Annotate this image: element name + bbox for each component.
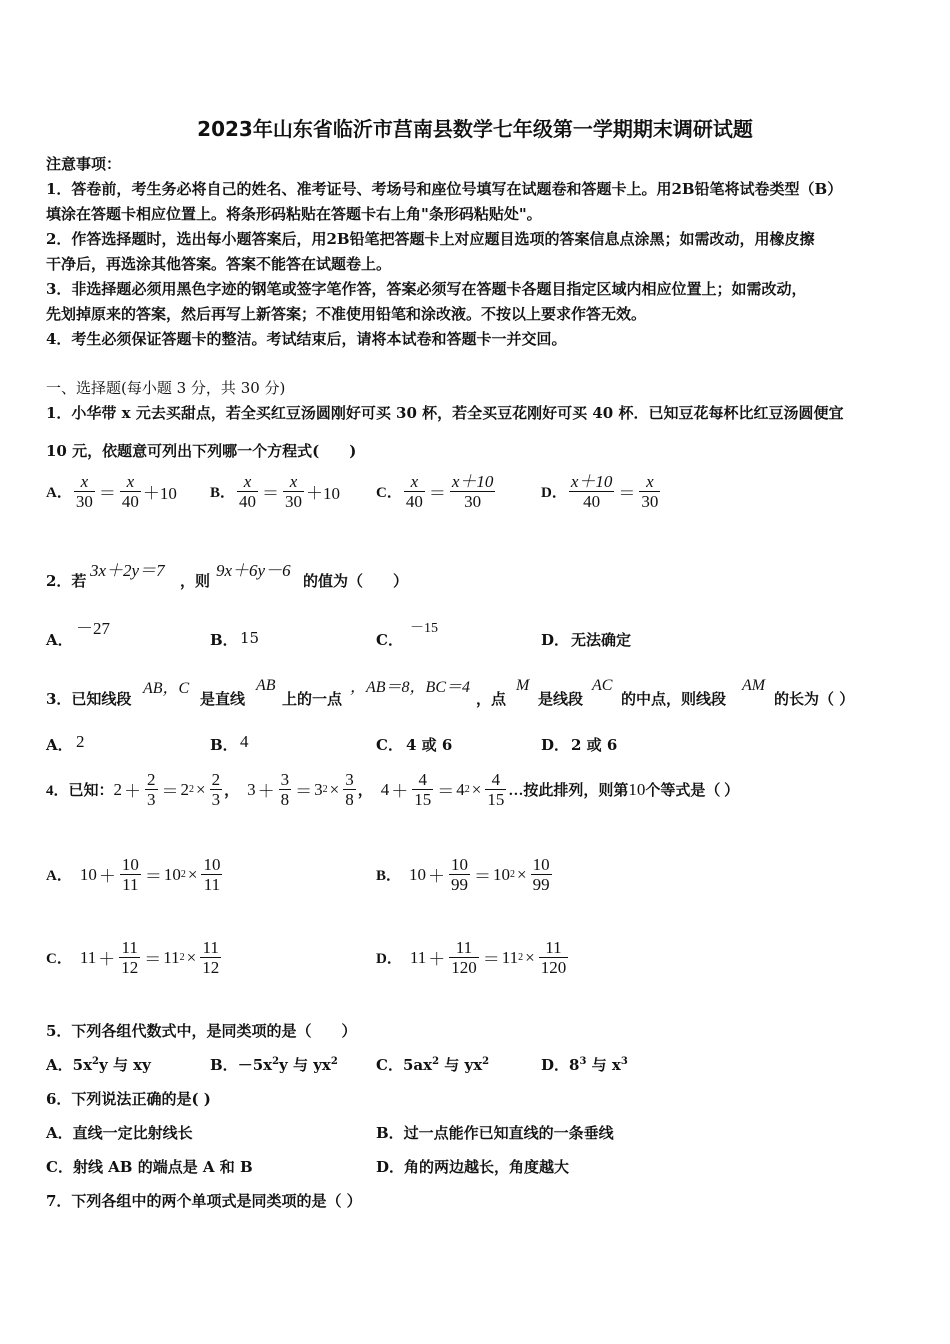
q2-mid: ，则 [180, 572, 211, 590]
notice-line: 1．答卷前，考生务必将自己的姓名、准考证号、考场号和座位号填写在试题卷和答题卡上。用2B铅笔将试卷类型（B） [46, 180, 843, 198]
fraction: $\frac{x}{30}$ [285, 472, 303, 511]
q2-option-c: －15 [410, 621, 438, 636]
q5-stem: 5．下列各组代数式中，是同类项的是（ ） [46, 1022, 357, 1040]
fraction: $\frac{x}{30}$ [75, 472, 93, 511]
fraction: $\frac{10}{11}$ [121, 855, 139, 894]
q1-option-b: B． $\frac{x}{40}$ ＝ $\frac{x}{30}$ ＋10 [210, 472, 341, 511]
q3-text: 是直线 [200, 690, 246, 708]
notice-line: 2．作答选择题时，选出每小题答案后，用2B铅笔把答题卡上对应题目选项的答案信息点涂黑；如需改动，用橡皮擦 [46, 230, 815, 248]
q3-math: AB，C [143, 680, 190, 697]
q3-text: 的长为（ ） [774, 690, 855, 708]
q6-stem: 6．下列说法正确的是( ) [46, 1090, 211, 1108]
option-label: D． [376, 951, 402, 967]
section-heading: 一、选择题(每小题 3 分，共 30 分) [46, 379, 286, 397]
notice-heading: 注意事项： [46, 155, 122, 173]
q3-text: 的中点，则线段 [621, 690, 727, 708]
q3-text: 上的一点 [282, 690, 343, 708]
q4-option-a: A． 10 ＋ $\frac{10}{11}$ ＝ 10 2 × $\frac{10}{11}$ [46, 855, 221, 894]
q1-option-c: C． $\frac{x}{40}$ ＝ $\frac{x+10}{30}$ [376, 472, 494, 511]
option-label: D． [541, 631, 570, 649]
q3-math: M [516, 677, 530, 694]
q3-option-a: 2 [76, 732, 85, 751]
notice-line: 4．考生必须保证答题卡的整洁。考试结束后，请将本试卷和答题卡一并交回。 [46, 330, 567, 348]
option-label: D． [541, 736, 570, 754]
fraction: $\frac{3}{8}$ [280, 770, 290, 809]
fraction: $\frac{x}{40}$ [405, 472, 423, 511]
fraction: $\frac{x}{40}$ [239, 472, 257, 511]
notice-line: 3．非选择题必须用黑色字迹的钢笔或签字笔作答，答案必须写在答题卡各题目指定区域内相应位置上；如需改动， [46, 280, 807, 298]
q4-option-b: B． 10 ＋ $\frac{10}{99}$ ＝ 10 2 × $\frac{10}{99}$ [376, 855, 550, 894]
fraction: $\frac{x}{30}$ [641, 472, 659, 511]
q3-text: ，点 [476, 690, 507, 708]
q3-option-b: 4 [240, 732, 249, 751]
q4-stem: 4．已知： 2 ＋ $\frac{2}{3}$ ＝ 2 2 × $\frac{2}{3}$ ， 3 ＋ $\frac{3}{8}$ ＝ 3 2 × $\frac{3}{8}$ ， 4 ＋ $\frac{4}{15}$ ＝ 4 2 × $\frac{4}{15}$ …按此排列，则第 10 个等式是（ ） [46, 770, 740, 809]
q2-option-d: 无法确定 [571, 631, 632, 649]
option-label: A． [46, 868, 72, 884]
q3-math: AM [742, 677, 766, 694]
fraction: $\frac{11}{120}$ [451, 938, 477, 977]
fraction: $\frac{10}{99}$ [451, 855, 469, 894]
fraction: $\frac{11}{120}$ [540, 938, 567, 977]
fraction: $\frac{4}{15}$ [414, 770, 432, 809]
q5-option-a: A．$5x^2y$ 与 xy [46, 1056, 151, 1074]
q3-option-d: 2 或 6 [571, 736, 618, 754]
option-label: A． [46, 631, 73, 649]
q4-n: 10 [628, 779, 646, 799]
q6-option-d: D．角的两边越长，角度越大 [376, 1158, 570, 1176]
question-1-line1: 1．小华带 x 元去买甜点，若全买红豆汤圆刚好可买 30 杯，若全买豆花刚好可买 40 杯．已知豆花每杯比红豆汤圆便宜 [46, 404, 844, 422]
q4-suffix: …按此排列，则第 [508, 783, 629, 799]
q5-option-b: B．$-5x^2y$ 与 $yx^2$ [210, 1056, 338, 1074]
fraction: $\frac{10}{11}$ [203, 855, 221, 894]
q6-option-b: B．过一点能作已知直线的一条垂线 [376, 1124, 614, 1142]
option-label: C． [376, 485, 402, 501]
option-label: A． [46, 485, 72, 501]
q4-prefix: 4．已知： [46, 783, 114, 799]
q1-option-a: A． $\frac{x}{30}$ ＝ $\frac{x}{40}$ ＋10 [46, 472, 177, 511]
page-title: 2023年山东省临沂市莒南县数学七年级第一学期期末调研试题 [197, 117, 753, 141]
q6-option-a: A．直线一定比射线长 [46, 1124, 193, 1142]
fraction: $\frac{3}{8}$ [345, 770, 354, 809]
q5-option-d: D．$8^3$ 与 $x^3$ [541, 1056, 628, 1074]
q2-expr1: 3x＋2y＝7 [90, 561, 165, 580]
fraction: $\frac{x+10}{30}$ [451, 472, 494, 511]
fraction: $\frac{10}{99}$ [532, 855, 550, 894]
q4-suffix2: 个等式是（ ） [645, 783, 740, 799]
question-1-line2: 10 元，依题意可列出下列哪一个方程式( ) [46, 442, 357, 460]
option-label: B． [376, 868, 402, 884]
option-label: C． [46, 951, 72, 967]
q3-text: 3．已知线段 [46, 690, 132, 708]
q2-expr2: 9x＋6y－6 [216, 561, 291, 580]
notice-line: 填涂在答题卡相应位置上。将条形码粘贴在答题卡右上角"条形码粘贴处"。 [46, 205, 542, 223]
q4-option-c: C． 11 ＋ $\frac{11}{12}$ ＝ 11 2 × $\frac{11}{12}$ [46, 938, 220, 977]
q1-option-d: D． $\frac{x+10}{40}$ ＝ $\frac{x}{30}$ [541, 472, 659, 511]
q3-option-c: 4 或 6 [406, 736, 453, 754]
fraction: $\frac{4}{15}$ [487, 770, 505, 809]
option-label: B． [210, 736, 238, 754]
q2-option-a: －27 [76, 619, 110, 638]
q5-option-c: C．$5ax^2$ 与 $yx^2$ [376, 1056, 490, 1074]
option-label: B． [210, 631, 238, 649]
q2-option-b: 15 [240, 629, 260, 647]
q3-math: AB [256, 677, 276, 694]
q4-option-d: D． 11 ＋ $\frac{11}{120}$ ＝ 11 2 × $\frac{11}{120}$ [376, 938, 567, 977]
option-label: C． [376, 736, 403, 754]
q7-stem: 7．下列各组中的两个单项式是同类项的是（ ） [46, 1192, 362, 1210]
q2-suffix: 的值为（ ） [303, 572, 409, 590]
notice-line: 干净后，再选涂其他答案。答案不能答在试题卷上。 [46, 255, 392, 273]
option-label: D． [541, 485, 567, 501]
fraction: $\frac{x+10}{40}$ [570, 472, 613, 511]
fraction: $\frac{2}{3}$ [211, 770, 221, 809]
option-label: A． [46, 736, 73, 754]
q6-option-c: C．射线 AB 的端点是 A 和 B [46, 1158, 253, 1176]
fraction: $\frac{11}{12}$ [202, 938, 220, 977]
option-label: C． [376, 631, 403, 649]
notice-line: 先划掉原来的答案，然后再写上新答案；不准使用铅笔和涂改液。不按以上要求作答无效。 [46, 305, 647, 323]
q3-math: AC [592, 677, 613, 694]
q3-text: 是线段 [538, 690, 584, 708]
fraction: $\frac{2}{3}$ [147, 770, 156, 809]
option-label: B． [210, 485, 236, 501]
q3-math: ，AB＝8，BC＝4 [350, 679, 470, 696]
q2-prefix: 2．若 [46, 572, 87, 590]
fraction: $\frac{11}{12}$ [121, 938, 139, 977]
fraction: $\frac{x}{40}$ [121, 472, 139, 511]
